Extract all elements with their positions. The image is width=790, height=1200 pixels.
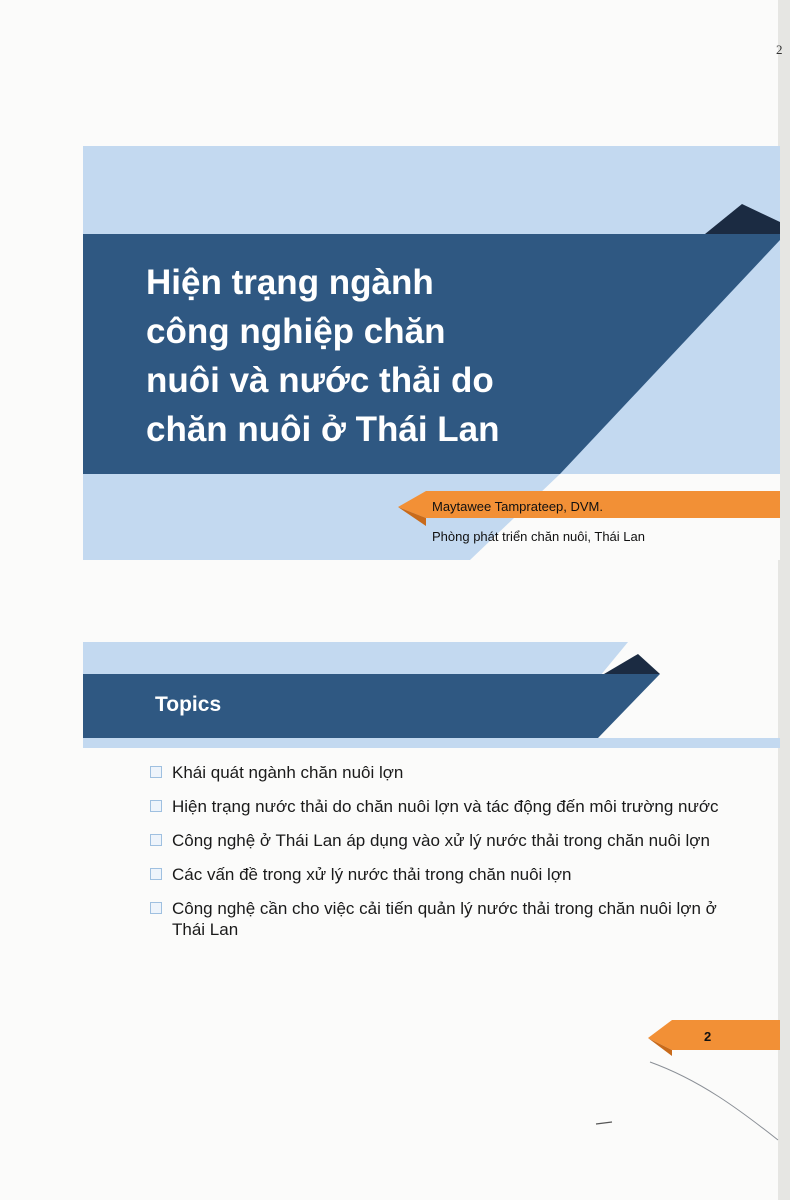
slide-title-line: Hiện trạng ngành <box>146 263 434 302</box>
topic-item <box>150 898 740 940</box>
topic-item-label: Công nghệ ở Thái Lan áp dụng vào xử lý nước thải trong chăn nuôi lợn <box>172 831 710 850</box>
page-corner-number: 2 <box>776 42 783 57</box>
topic-item <box>150 796 740 817</box>
slide-title-line: nuôi và nước thải do <box>146 361 494 400</box>
topic-item-label: Các vấn đề trong xử lý nước thải trong chăn nuôi lợn <box>172 865 572 884</box>
topic-item <box>150 864 740 885</box>
topics-list <box>150 762 740 953</box>
stray-dash <box>596 1122 612 1124</box>
checkbox-bullet-icon <box>150 834 162 846</box>
stray-line <box>650 1062 778 1140</box>
topics-light-band-lower <box>83 738 780 748</box>
author-name: Maytawee Tamprateep, DVM. <box>432 499 603 514</box>
checkbox-bullet-icon <box>150 902 162 914</box>
topics-heading: Topics <box>155 693 222 716</box>
checkbox-bullet-icon <box>150 766 162 778</box>
checkbox-bullet-icon <box>150 800 162 812</box>
topic-item <box>150 830 740 851</box>
slide-title-line: công nghiệp chăn <box>146 312 446 351</box>
topic-item <box>150 762 740 783</box>
slide-title-line: chăn nuôi ở Thái Lan <box>146 410 500 449</box>
topic-item-label: Khái quát ngành chăn nuôi lợn <box>172 763 404 782</box>
topic-item-label: Công nghệ cần cho việc cải tiến quản lý nước thải trong chăn nuôi lợn ở Thái Lan <box>172 899 717 939</box>
topic-item-label: Hiện trạng nước thải do chăn nuôi lợn và tác động đến môi trường nước <box>172 797 719 816</box>
author-affiliation: Phòng phát triển chăn nuôi, Thái Lan <box>432 529 645 544</box>
topics-light-band <box>83 642 628 676</box>
slide-number-tab <box>648 1020 780 1050</box>
checkbox-bullet-icon <box>150 868 162 880</box>
slide-title <box>146 258 616 454</box>
slide-number: 2 <box>704 1029 712 1044</box>
